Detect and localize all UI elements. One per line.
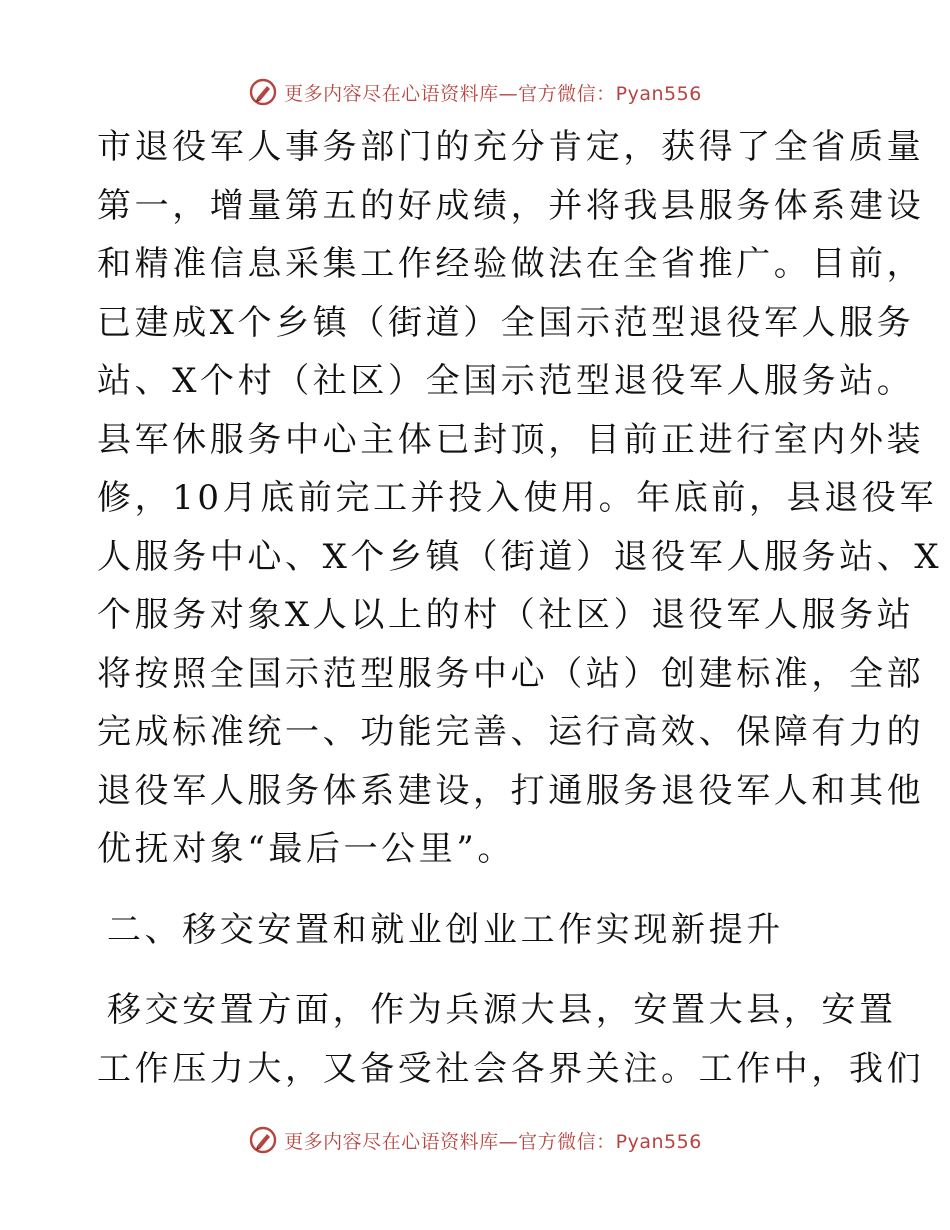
section-heading: 二、移交安置和就业创业工作实现新提升: [107, 909, 784, 950]
text-line: 退役军人服务体系建设，打通服务退役军人和其他: [97, 770, 925, 811]
document-body: [97, 118, 943, 1098]
text-line: 和精准信息采集工作经验做法在全省推广。目前，: [97, 244, 925, 284]
header-watermark: [0, 72, 950, 112]
text-line: 将按照全国示范型服务中心（站）创建标准，全部: [97, 653, 925, 694]
text-line: 县军休服务中心主体已封顶，目前正进行室内外装: [97, 419, 925, 460]
paragraph-2: [97, 981, 925, 1098]
text-line: 修，10月底前完工并投入使用。年底前，县退役军: [97, 478, 938, 518]
text-line: 工作压力大，又备受社会各界关注。工作中，我们: [97, 1048, 925, 1089]
text-line: 优抚对象“最后一公里”。: [97, 829, 515, 869]
text-line: 已建成X个乡镇（街道）全国示范型退役军人服务: [97, 302, 915, 343]
footer-watermark: [0, 1120, 950, 1160]
paragraph-1: [97, 118, 943, 879]
text-line: 第一，增量第五的好成绩，并将我县服务体系建设: [97, 185, 925, 226]
text-line: 站、X个村（社区）全国示范型退役军人服务站。: [97, 361, 915, 401]
watermark-text: 更多内容尽在心语资料库—官方微信：Pyan556: [284, 82, 702, 105]
text-line: 人服务中心、X个乡镇（街道）退役军人服务站、X: [97, 536, 943, 577]
watermark-text: 更多内容尽在心语资料库—官方微信：Pyan556: [284, 1130, 702, 1153]
text-line: 移交安置方面，作为兵源大县，安置大县，安置: [107, 990, 897, 1030]
pen-logo-icon: [248, 77, 278, 107]
text-line: 完成标准统一、功能完善、运行高效、保障有力的: [97, 712, 925, 752]
text-line: 个服务对象X人以上的村（社区）退役军人服务站: [97, 595, 915, 635]
text-line: 市退役军人事务部门的充分肯定，获得了全省质量: [97, 127, 925, 167]
pen-logo-icon: [248, 1125, 278, 1155]
